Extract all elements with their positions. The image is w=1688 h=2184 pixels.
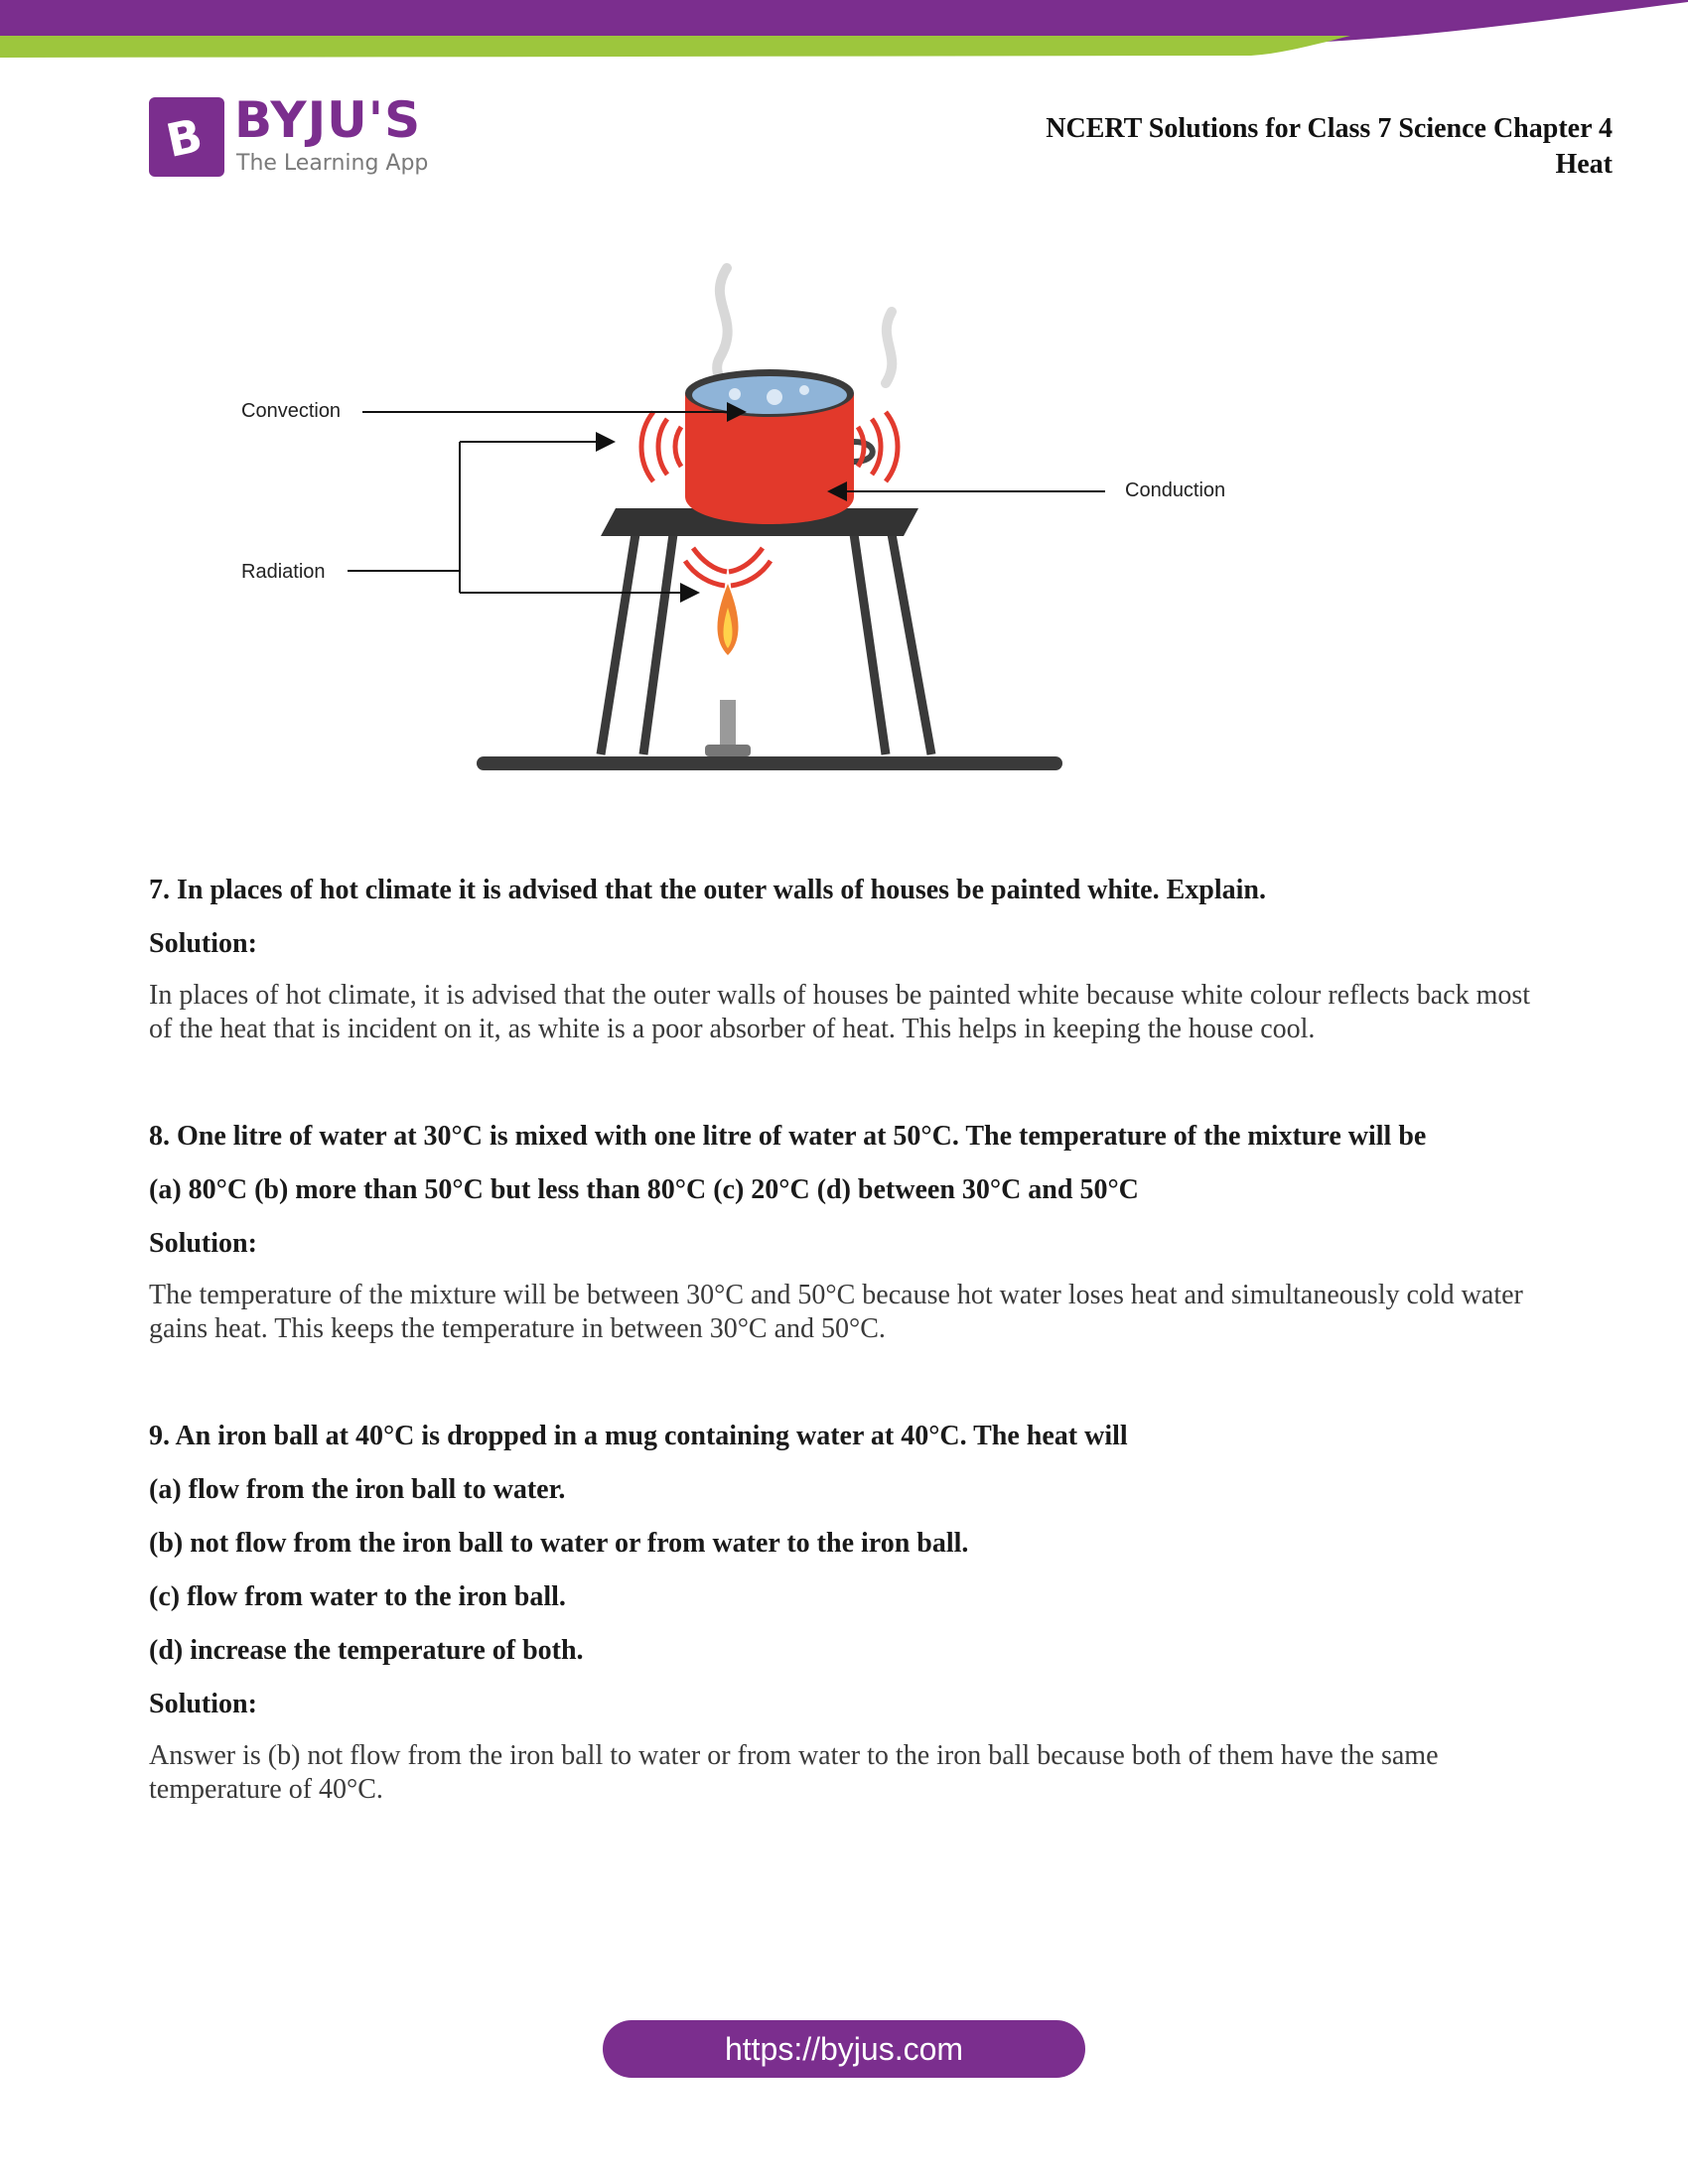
question-options: (a) 80°C (b) more than 50°C but less than 80°C (c) 20°C (d) between 30°C and 50°C (149, 1174, 1139, 1205)
question-block (149, 1120, 1559, 1346)
brand-tagline: The Learning App (236, 151, 429, 176)
byjus-logo[interactable] (149, 91, 437, 181)
logo-mark: B (149, 97, 224, 177)
question-text: 9. An iron ball at 40°C is dropped in a mug containing water at 40°C. The heat will (149, 1421, 1128, 1451)
question-option: (c) flow from water to the iron ball. (149, 1581, 566, 1612)
question-option: (a) flow from the iron ball to water. (149, 1474, 566, 1505)
base-plate (477, 756, 1062, 770)
brand-name: BYJU'S (234, 91, 422, 149)
question-text: 7. In places of hot climate it is advised that the outer walls of houses be painted white. Explain. (149, 875, 1266, 905)
answer-text: The temperature of the mixture will be between 30°C and 50°C because hot water loses heat and simultaneously cold water gains heat. This keeps the temperature in between 30°C and 50°C. (149, 1280, 1523, 1344)
question-text: 8. One litre of water at 30°C is mixed with one litre of water at 50°C. The temperature of the mixture will be (149, 1121, 1427, 1152)
solution-label: Solution: (149, 1228, 257, 1259)
answer-text: In places of hot climate, it is advised that the outer walls of houses be painted white because white colour reflects back most of the heat that is incident on it, as white is a poor absorber of heat. This helps in keeping the house cool. (149, 980, 1531, 1044)
question-option: (b) not flow from the iron ball to water or from water to the iron ball. (149, 1528, 969, 1559)
tripod-leg (601, 534, 635, 754)
tripod-leg (854, 534, 886, 754)
tripod-leg (892, 534, 931, 754)
question-block (149, 1420, 1559, 1807)
solution-label: Solution: (149, 1689, 257, 1719)
top-band (0, 0, 1688, 62)
question-block (149, 874, 1559, 1046)
page-title (1046, 111, 1613, 183)
steam-icon (886, 312, 892, 383)
page-title-line2: Heat (1555, 149, 1613, 180)
page-title-line1: NCERT Solutions for Class 7 Science Chapter 4 (1046, 113, 1613, 144)
label-conduction: Conduction (1125, 479, 1226, 501)
qa-content (149, 874, 1559, 1880)
question-option: (d) increase the temperature of both. (149, 1635, 584, 1666)
answer-text: Answer is (b) not flow from the iron ball to water or from water to the iron ball because both of them have the same temperature of 40°C. (149, 1740, 1439, 1805)
footer-url-link[interactable]: https://byjus.com (603, 2020, 1085, 2078)
solution-label: Solution: (149, 928, 257, 959)
heat-transfer-diagram (218, 248, 1271, 804)
tripod-leg (643, 534, 673, 754)
burner-stem (720, 700, 736, 750)
label-convection: Convection (241, 400, 342, 422)
burner-base (705, 745, 751, 756)
label-radiation: Radiation (241, 561, 326, 583)
heat-transfer-figure (218, 248, 1271, 804)
